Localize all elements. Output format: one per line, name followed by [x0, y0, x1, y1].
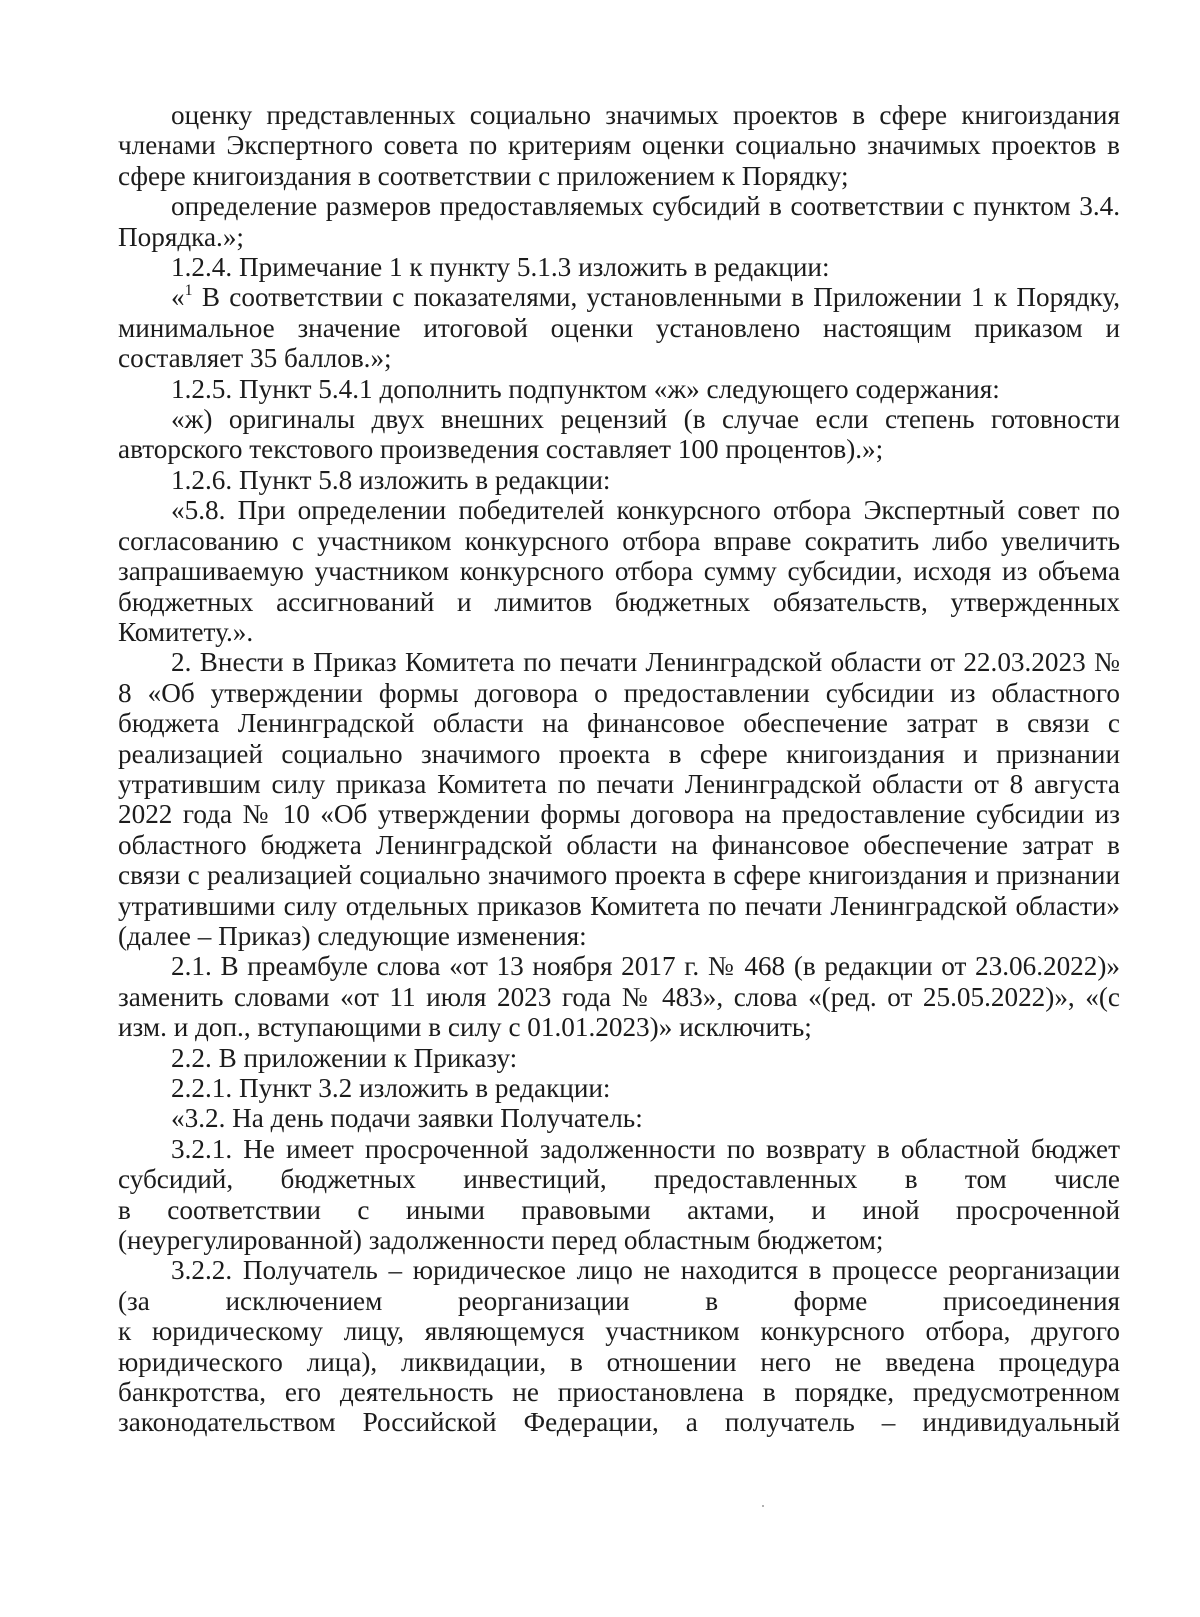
text-line: 1.2.5. Пункт 5.4.1 дополнить подпунктом «ж» следующего содержания: — [171, 373, 1000, 404]
text-line: на предоставление субсидии из областного бюджета Ленинградской области — [118, 799, 1120, 860]
text-line: законодательством Российской Федерации, а получатель – индивидуальный — [118, 1407, 1120, 1438]
text-line: от 22.03.2023 № 8 «Об утверждении формы договора о предоставлении субсидии — [118, 647, 1120, 708]
paragraph-2-2 — [118, 1043, 1120, 1073]
text-line: 2.2. В приложении к Приказу: — [171, 1042, 518, 1073]
text-line: 2.2.1. Пункт 3.2 изложить в редакции: — [171, 1073, 611, 1103]
text-line: от 25.05.2022)», «(с изм. и доп., вступающими в силу с 01.01.2023)» исключить; — [118, 981, 1120, 1043]
text-line: в соответствии с иными правовыми актами, и иной просроченной — [118, 1194, 1120, 1225]
text-line: проекта в сфере книгоиздания и признании утратившими силу отдельных приказов — [118, 860, 1120, 921]
text-line: 1.2.4. Примечание 1 к пункту 5.1.3 изложить в редакции: — [171, 252, 830, 283]
paragraph-3-2 — [118, 1103, 1120, 1133]
text-line: по согласованию с участником конкурсного отбора вправе сократить либо — [118, 495, 1120, 556]
text-line: членами Экспертного совета по критериям оценки социально значимых проектов — [118, 130, 1097, 161]
paragraph-subsidy-size — [118, 191, 1120, 252]
text-line: от 23.06.2022)» заменить словами «от 11 июля 2023 года № 483», слова «(ред. — [118, 951, 1121, 1012]
text-line: (за исключением реорганизации в форме присоединения — [118, 1285, 1120, 1316]
paragraph-2-2-1 — [118, 1073, 1120, 1103]
text-line: оценку представленных социально значимых проектов в сфере книгоиздания — [171, 100, 1120, 130]
text-line: авторского текстового произведения составляет 100 процентов).»; — [118, 434, 884, 465]
paragraph-note-1 — [118, 282, 1120, 373]
paragraph-3-2-1 — [118, 1134, 1120, 1256]
paragraph-5-8 — [118, 495, 1120, 647]
text-line: в сфере книгоиздания в соответствии с приложением к Порядку; — [118, 130, 1121, 191]
text-line: «ж) оригиналы двух внешних рецензий (в случае если степень готовности — [171, 404, 1120, 435]
text-line: юридического лица), ликвидации, в отношении него не введена процедура — [118, 1346, 1120, 1377]
paragraph-3-2-2 — [118, 1255, 1120, 1437]
footnote-mark: 1 — [184, 282, 193, 300]
scan-speck — [762, 1505, 764, 1507]
text-line: увеличить запрашиваемую участником конкурсного отбора сумму субсидии, исходя — [118, 525, 1121, 587]
text-line: к юридическому лицу, являющемуся участником конкурсного отбора, другого — [118, 1316, 1120, 1347]
text-line: 2.1. В преамбуле слова «от 13 ноября 2017 г. № 468 (в редакции — [171, 951, 933, 982]
text-line: утвержденных Комитету.». — [118, 586, 1120, 647]
paragraph-1-2-4 — [118, 252, 1120, 282]
document-page — [118, 100, 1120, 1438]
text-line: субсидий, бюджетных инвестиций, предоставленных в том числе — [118, 1164, 1120, 1195]
text-line: «3.2. На день подачи заявки Получатель: — [171, 1103, 643, 1134]
text-line: 3.2.2. Получатель – юридическое лицо не находится в процессе реорганизации — [171, 1255, 1120, 1286]
paragraph-expert-evaluation — [118, 100, 1120, 191]
text-line: (неурегулированной) задолженности перед областным бюджетом; — [118, 1225, 884, 1256]
text-line: приказом и составляет 35 баллов.»; — [118, 312, 1121, 374]
text-line: из объема бюджетных ассигнований и лимитов бюджетных обязательств, — [118, 556, 1121, 617]
text-line: Комитета по печати Ленинградской области» (далее – Приказ) следующие — [118, 890, 1121, 951]
paragraph-1-2-5 — [118, 374, 1120, 404]
paragraph-1-2-6 — [118, 465, 1120, 495]
text-line: В соответствии с показателями, установленными в Приложении 1 — [192, 282, 985, 313]
text-line: 3.4. Порядка.»; — [118, 191, 1121, 252]
text-line: 1.2.6. Пункт 5.8 изложить в редакции: — [171, 464, 611, 495]
opening-quote: « — [171, 282, 185, 313]
text-line: 2. Внести в Приказ Комитета по печати Ленинградской области — [171, 647, 922, 678]
paragraph-subitem-zh — [118, 404, 1120, 465]
text-line: определение размеров предоставляемых субсидий в соответствии с пунктом — [171, 191, 1071, 222]
text-line: «5.8. При определении победителей конкурсного отбора Экспертный совет — [171, 495, 1080, 526]
text-line: в связи с реализацией социально значимого проекта в сфере книгоиздания — [118, 708, 1121, 769]
text-line: на финансовое обеспечение затрат в связи с реализацией социально значимого — [118, 829, 1120, 891]
text-line: из областного бюджета Ленинградской области на финансовое обеспечение затрат — [118, 677, 1121, 739]
text-line: от 8 августа 2022 года № 10 «Об утверждении формы договора — [118, 768, 1120, 830]
text-line: и признании утратившим силу приказа Комитета по печати Ленинградской области — [118, 738, 1120, 799]
text-line: банкротства, его деятельность не приостановлена в порядке, предусмотренном — [118, 1377, 1120, 1408]
text-line: к Порядку, минимальное значение итоговой оценки установлено настоящим — [118, 282, 1121, 343]
text-line: 3.2.1. Не имеет просроченной задолженности по возврату в областной бюджет — [171, 1133, 1120, 1164]
text-line: изменения: — [456, 920, 587, 951]
paragraph-item-2 — [118, 647, 1120, 951]
paragraph-2-1 — [118, 951, 1120, 1042]
